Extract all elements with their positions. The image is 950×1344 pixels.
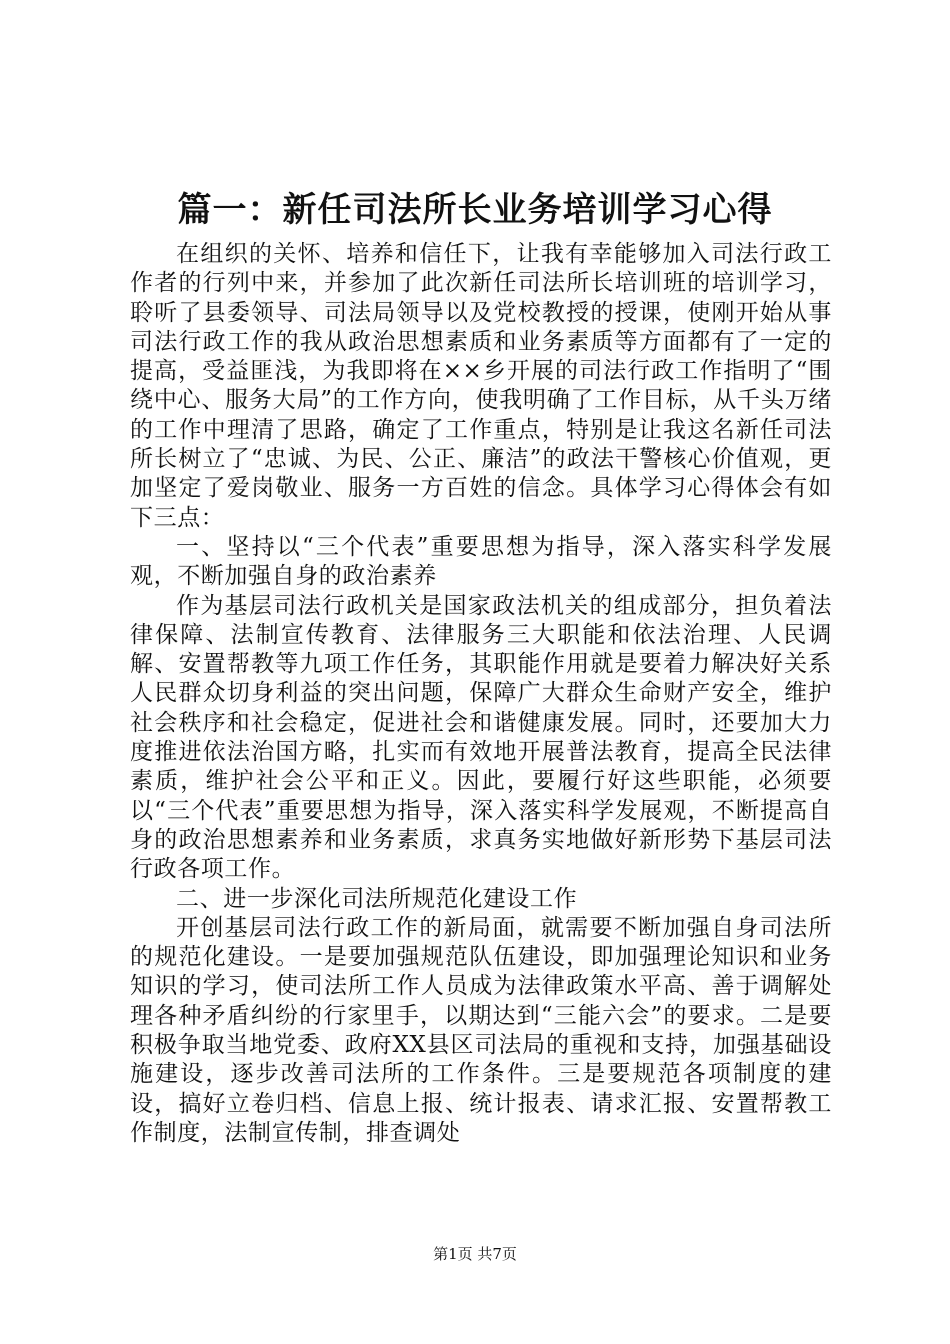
paragraph-intro: 在组织的关怀、培养和信任下，让我有幸能够加入司法行政工作者的行列中来，并参加了此次新任司法所长培训班的培训学习，聆听了县委领导、司法局领导以及党校教授的授课，使刚开始从事司法行政工作的我从政治思想素质和业务素质等方面都有了一定的提高，受益匪浅，为我即将在××乡开展的司法行政工作指明了“围绕中心、服务大局”的工作方向，使我明确了工作目标，从千头万绪的工作中理清了思路，确定了工作重点，特别是让我这名新任司法所长树立了“忠诚、为民、公正、廉洁”的政法干警核心价值观，更加坚定了爱岗敬业、服务一方百姓的信念。具体学习心得体会有如下三点： [130,241,832,531]
page-number-footer: 第1页 共7页 [433,1245,517,1263]
paragraph-section-one: 作为基层司法行政机关是国家政法机关的组成部分，担负着法律保障、法制宣传教育、法律服务三大职能和依法治理、人民调解、安置帮教等九项工作任务，其职能作用就是要着力解决好关系人民群众切身利益的突出问题，保障广大群众生命财产安全，维护社会秩序和社会稳定，促进社会和谐健康发展。同时，还要加大力度推进依法治国方略，扎实而有效地开展普法教育，提高全民法律素质，维护社会公平和正义。因此，要履行好这些职能，必须要以“三个代表”重要思想为指导，深入落实科学发展观，不断提高自身的政治思想素养和业务素质，求真务实地做好新形势下基层司法行政各项工作。 [130,592,832,883]
paragraph-heading-one: 一、坚持以“三个代表”重要思想为指导，深入落实科学发展观，不断加强自身的政治素养 [130,533,832,590]
document-title: 篇一：新任司法所长业务培训学习心得 [177,190,773,230]
paragraph-heading-two: 二、进一步深化司法所规范化建设工作 [176,885,578,912]
document-body [130,240,832,1148]
paragraph-section-two: 开创基层司法行政工作的新局面，就需要不断加强自身司法所的规范化建设。一是要加强规范队伍建设，即加强理论知识和业务知识的学习，使司法所工作人员成为法律政策水平高、善于调解处理各种矛盾纠纷的行家里手，以期达到“三能六会”的要求。二是要积极争取当地党委、政府XX县区司法局的重视和支持，加强基础设施建设，逐步改善司法所的工作条件。三是要规范各项制度的建设，搞好立卷归档、信息上报、统计报表、请求汇报、安置帮教工作制度，法制宣传制，排查调处 [130,914,832,1146]
